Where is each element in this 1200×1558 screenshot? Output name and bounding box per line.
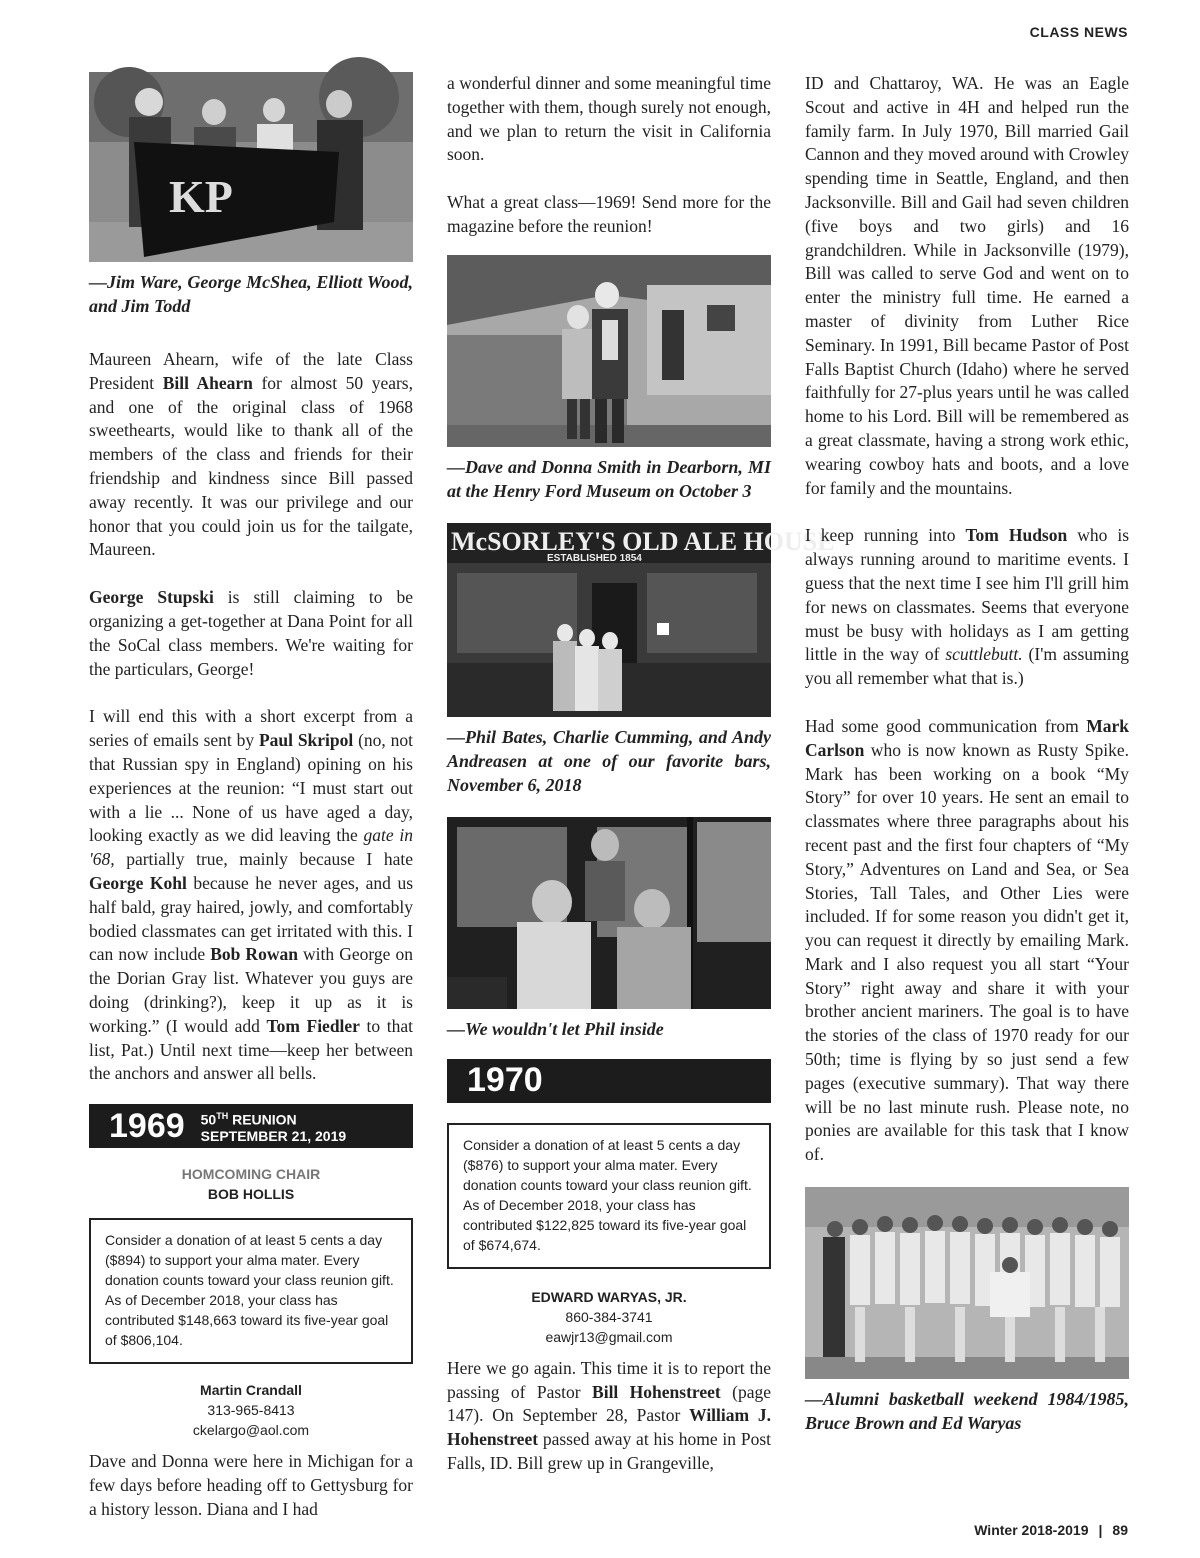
issue-label: Winter 2018-2019 xyxy=(974,1522,1089,1538)
basketball-team-photo xyxy=(805,1187,1129,1379)
dearborn-photo xyxy=(447,255,771,447)
mcsorleys-established: ESTABLISHED 1854 xyxy=(547,552,642,564)
contact-name: Martin Crandall xyxy=(200,1382,302,1399)
donation-box-1970: Consider a donation of at least 5 cents a day ($876) to support your alma mater. Every donation counts toward your class reunion gift. As of December 2018, your class has contributed $122,825 toward its five-year goal of $674,674. xyxy=(447,1123,771,1269)
dinner-paragraph: a wonderful dinner and some meaningful time together with them, though surely not enough, and we plan to return the visit in California soon. xyxy=(447,73,771,165)
contact-email-1970[interactable]: eawjr13@gmail.com xyxy=(545,1328,673,1345)
phil-inside-photo xyxy=(447,817,771,1009)
chair-block xyxy=(89,1164,413,1204)
banner-reunion: 50TH REUNION SEPTEMBER 21, 2019 xyxy=(200,1111,347,1144)
section-header: CLASS NEWS xyxy=(1029,24,1128,40)
class-1970-banner xyxy=(447,1059,771,1103)
mcsorleys-sign: McSORLEY'S OLD ALE HOUSE xyxy=(451,526,835,556)
reunion-flag-photo xyxy=(89,72,413,262)
great-class-paragraph: What a great class—1969! Send more for the magazine before the reunion! xyxy=(447,192,771,236)
carlson-paragraph: Had some good communication from Mark Carlson who is now known as Rusty Spike. Mark has been working on a book “My Story” for over 10 years. He sent an email to classmates where three paragraphs about his recent past and the first four chapters of “My Story,” Adventures on Land and Sea, or Sea Stories, Tall Tales, and Other Lies were included. If for some reason you didn't get it, you can request it directly by emailing Mark. Mark and I also request you all start “Your Story” right away and share it with your brother ancient mariners. The goal is to have the stories of the class of 1970 ready for our 50th; time is flying by so just send a few pages (executive summary). That way there will be no last minute rush. Please note, no ponies are available for this task that I know of. xyxy=(805,715,1129,1165)
contact-1969 xyxy=(89,1380,413,1440)
donation-box-1969: Consider a donation of at least 5 cents a day ($894) to support your alma mater. Every donation counts toward your class reunion gift. As of December 2018, your class has contributed $148,663 toward its five-year goal of $806,104. xyxy=(89,1218,413,1364)
page-footer xyxy=(974,1522,1128,1538)
contact-email[interactable]: ckelargo@aol.com xyxy=(192,1422,310,1439)
contact-phone: 313-965-8413 xyxy=(207,1402,295,1419)
contact-1970 xyxy=(447,1287,771,1347)
contact-name-1970: EDWARD WARYAS, JR. xyxy=(531,1288,687,1305)
chair-name: BOB HOLLIS xyxy=(207,1186,295,1203)
hudson-paragraph: I keep running into Tom Hudson who is always running around to maritime events. I guess that the next time I see him I'll grill him for news on classmates. Seems that everyone must be busy with holidays as I am getting little in the way of scuttlebutt. (I'm assuming you all remember what that is.) xyxy=(805,525,1129,689)
michigan-paragraph: Dave and Donna were here in Michigan for a few days before heading off to Gettysburg for a history lesson. Diana and I had xyxy=(89,1451,413,1519)
chair-label: HOMCOMING CHAIR xyxy=(181,1166,321,1183)
column-1 xyxy=(89,72,413,1522)
mcsorleys-photo xyxy=(447,523,835,717)
skripol-paragraph: I will end this with a short excerpt from a series of emails sent by Paul Skripol (no, not that Russian spy in England) opining on his experiences at the reunion: “I must start out with a lie ... None of us have aged a day, looking exactly as we did leaving the gate in '68, partially true, mainly because I hate George Kohl because he never ages, and us half bald, gray haired, jowly, and comfortably bodied classmates can get irritated with this. I can now include Bob Rowan with George on the Dorian Gray list. Whatever you guys are doing (drinking?), keep it up as it is working.” (I would add Tom Fiedler to that list, Pat.) Until next time—keep her between the anchors and answer all bells. xyxy=(89,706,414,1084)
hohenstreet-continued-paragraph: ID and Chattaroy, WA. He was an Eagle Scout and active in 4H and helped run the family farm. In July 1970, Bill married Gail Cannon and they moved around with Crowley spending time in Seattle, England, and then Jacksonville. Bill and Gail had seven children (five boys and two girls) and 16 grandchildren. While in Jacksonville (1979), Bill was called to serve God and went on to enter the ministry full time. He earned a master of divinity from Luther Rice Seminary. In 1991, Bill became Pastor of Post Falls Baptist Church (Idaho) where he served faithfully for 27-plus years until he was called home to his Lord. Bill will be remembered as a great classmate, having a strong work ethic, wearing cowboy hats and boots, and a love for family and the mountains. xyxy=(805,73,1129,498)
class-1969-banner xyxy=(89,1104,413,1148)
banner-year: 1969 xyxy=(109,1106,185,1145)
banner-year-1970: 1970 xyxy=(467,1061,543,1100)
footer-separator: | xyxy=(1098,1522,1103,1538)
page-number: 89 xyxy=(1112,1522,1128,1538)
photo3-caption: —Phil Bates, Charlie Cumming, and Andy Andreasen at one of our favorite bars, November 6, 2018 xyxy=(447,726,771,795)
photo4-caption: —We wouldn't let Phil inside xyxy=(447,1018,664,1039)
photo1-caption: —Jim Ware, George McShea, Elliott Wood, and Jim Todd xyxy=(89,272,413,316)
column-3 xyxy=(805,72,1129,1435)
contact-phone-1970: 860-384-3741 xyxy=(565,1308,653,1325)
column-2 xyxy=(447,72,835,1476)
photo5-caption: —Alumni basketball weekend 1984/1985, Bruce Brown and Ed Waryas xyxy=(805,1389,1129,1434)
hohenstreet-paragraph: Here we go again. This time it is to report the passing of Pastor Bill Hohenstreet (page 147). On September 28, Pastor William J. Hohenstreet passed away at his home in Post Falls, ID. Bill grew up in Grangeville, xyxy=(447,1357,771,1473)
ahearn-paragraph: Maureen Ahearn, wife of the late Class President Bill Ahearn for almost 50 years, and one of the original class of 1968 sweethearts, would like to thank all of the members of the class and friends for their friendship and kindness since Bill passed away recently. It was our privilege and our honor that you could join us for the tailgate, Maureen. xyxy=(89,349,413,560)
svg-text:KP: KP xyxy=(169,171,233,222)
photo2-caption: —Dave and Donna Smith in Dearborn, MI at the Henry Ford Museum on October 3 xyxy=(447,456,771,501)
stupski-paragraph: George Stupski is still claiming to be organizing a get-together at Dana Point for all the SoCal class members. We're waiting for the particulars, George! xyxy=(89,587,413,679)
